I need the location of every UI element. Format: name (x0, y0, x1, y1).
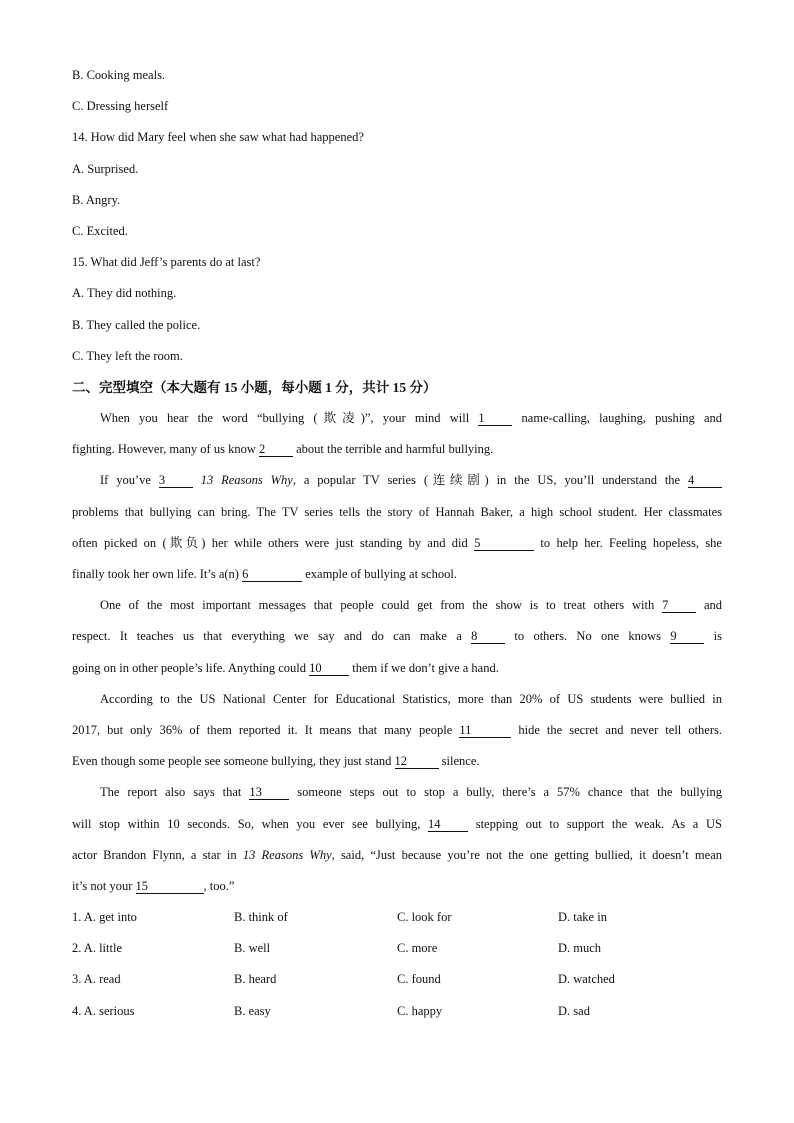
worksheet-page (72, 60, 722, 1027)
passage-text: The report also says that (100, 785, 250, 800)
passage-text: it’s not your (72, 878, 136, 893)
options-row-3 (72, 964, 722, 995)
passage-text: When you hear the word “bullying (欺凌)”, your mind will (100, 411, 479, 426)
option-line: A. They did nothing. (72, 286, 177, 301)
passage-text: finally took her own life. It’s a(n) (72, 567, 243, 581)
option-line: B. Cooking meals. (72, 68, 166, 82)
passage-text: problems that bullying can bring. The TV series tells the story of Hannah Baker, a high school student. Her classmates (72, 504, 722, 519)
passage-paragraph-3 (72, 590, 722, 684)
passage-text: name-calling, laughing, pushing and (512, 411, 722, 426)
blank-11: 11 (459, 723, 511, 738)
blank-7: 7 (662, 598, 696, 613)
options-row-1 (72, 902, 722, 933)
option-d: D. watched (558, 972, 615, 987)
option-d: D. take in (558, 910, 607, 925)
passage-text: Even though some people see someone bullying, they just stand (72, 754, 395, 769)
section-heading: 二、完型填空（本大题有 15 小题，每小题 1 分，共计 15 分） (72, 379, 437, 395)
passage-paragraph-2 (72, 465, 722, 590)
passage-text: respect. It teaches us that everything we say and do can make a (72, 629, 472, 644)
passage-text: actor Brandon Flynn, a star in (72, 847, 243, 862)
passage-text: , too.” (203, 878, 235, 893)
options-row-4 (72, 996, 722, 1027)
previous-questions (72, 60, 722, 372)
blank-10: 10 (309, 661, 349, 676)
passage-text: will stop within 10 seconds. So, when you ever see bullying, (72, 816, 429, 831)
question-14: 14. How did Mary feel when she saw what had happened? (72, 130, 364, 145)
option-line: C. Excited. (72, 223, 128, 238)
passage-paragraph-1 (72, 403, 722, 465)
option-d: D. sad (558, 1003, 590, 1018)
passage-text: is (704, 629, 722, 644)
blank-8: 8 (471, 629, 505, 644)
option-c: C. look for (397, 910, 452, 925)
blank-3: 3 (159, 473, 193, 488)
passage-text: someone steps out to stop a bully, there’s a 57% chance that the bullying (289, 785, 722, 800)
blank-14: 14 (428, 817, 468, 832)
passage-text: , a popular TV series (连续剧) in the US, you’ll understand the (292, 473, 688, 488)
option-b: B. heard (234, 972, 277, 987)
blank-9: 9 (670, 629, 704, 644)
passage-text: going on in other people’s life. Anything could (72, 660, 310, 675)
option-line: C. Dressing herself (72, 99, 169, 114)
option-a: 3. A. read (72, 972, 121, 987)
blank-5: 5 (474, 536, 534, 551)
option-b: B. well (234, 941, 271, 956)
passage-text: them if we don’t give a hand. (349, 660, 499, 675)
passage-text: One of the most important messages that people could get from the show is to treat others with (100, 598, 663, 613)
option-a: 2. A. little (72, 941, 122, 956)
passage-text: to others. No one knows (505, 629, 671, 644)
passage-paragraph-4 (72, 684, 722, 778)
option-c: C. happy (397, 1003, 443, 1018)
passage-text: about the terrible and harmful bullying. (292, 442, 494, 457)
passage-paragraph-5 (72, 777, 722, 902)
option-c: C. found (397, 972, 441, 987)
options-row-2 (72, 933, 722, 964)
passage-text: , said, “Just because you’re not the one getting bullied, it doesn’t mean (331, 847, 723, 862)
passage-text: According to the US National Center for Educational Statistics, more than 20% of US students were bullied in (100, 691, 722, 706)
option-line: A. Surprised. (72, 161, 139, 176)
passage-text: If you’ve (100, 473, 159, 488)
option-b: B. think of (234, 910, 288, 925)
passage-text: stepping out to support the weak. As a US (468, 816, 722, 831)
option-d: D. much (558, 941, 602, 956)
blank-1: 1 (478, 411, 512, 426)
option-a: 4. A. serious (72, 1003, 135, 1018)
blank-2: 2 (259, 442, 293, 457)
option-line: B. They called the police. (72, 317, 201, 332)
answer-options (72, 902, 722, 1027)
question-15: 15. What did Jeff’s parents do at last? (72, 255, 261, 270)
blank-15: 15 (136, 879, 204, 894)
option-line: C. They left the room. (72, 348, 183, 363)
blank-4: 4 (688, 473, 722, 488)
show-title: 13 Reasons Why (242, 847, 332, 862)
option-b: B. easy (234, 1003, 271, 1018)
option-a: 1. A. get into (72, 910, 137, 925)
passage-text: example of bullying at school. (302, 567, 457, 581)
blank-13: 13 (249, 785, 289, 800)
blank-6: 6 (242, 567, 302, 582)
blank-12: 12 (395, 754, 439, 769)
option-c: C. more (397, 941, 438, 956)
option-line: B. Angry. (72, 192, 121, 207)
passage-text: to help her. Feeling hopeless, she (534, 535, 722, 550)
passage-text: fighting. However, many of us know (72, 442, 259, 457)
passage-text: and (696, 598, 722, 613)
passage-text: hide the secret and never tell others. (511, 722, 722, 737)
passage-text: 2017, but only 36% of them reported it. It means that many people (72, 722, 460, 737)
passage-text (193, 473, 201, 487)
show-title: 13 Reasons Why (200, 473, 293, 488)
passage-text: silence. (438, 754, 480, 769)
passage-text: often picked on (欺负) her while others were just standing by and did (72, 535, 475, 550)
